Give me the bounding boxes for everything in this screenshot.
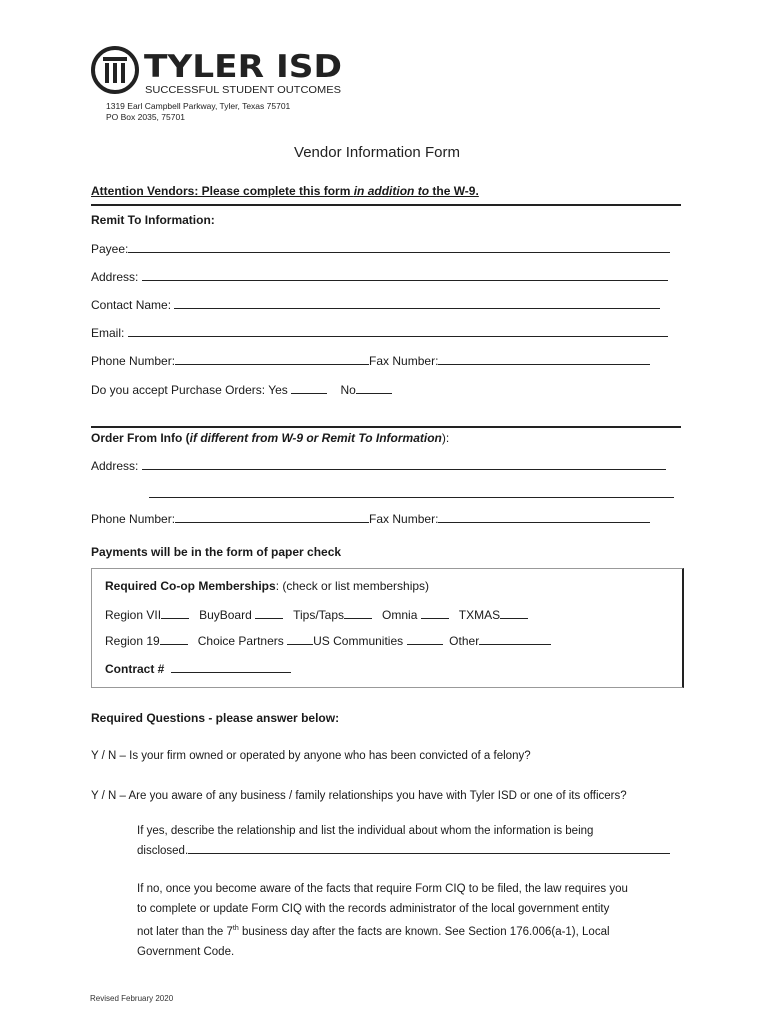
no-instructions: If no, once you become aware of the facts that require Form CIQ to be filed, the law requires you to complete or update Form CIQ with the records administrator of the local government entity not later than the 7th business day after the facts are known. See Section 176.006(a-1), Local Government Code. <box>137 883 628 958</box>
order-heading: Order From Info (if different from W-9 or Remit To Information): <box>91 431 450 445</box>
us-communities-field[interactable] <box>407 633 443 645</box>
phone-fax-row: Phone Number: Fax Number: <box>91 353 650 368</box>
contact-row: Contact Name: <box>91 297 660 312</box>
choice-partners-field[interactable] <box>287 633 313 645</box>
order-phone-fax-row: Phone Number: Fax Number: <box>91 511 650 526</box>
address-field[interactable] <box>142 269 668 281</box>
payments-note: Payments will be in the form of paper check <box>91 545 342 559</box>
order-address-field-2[interactable] <box>149 486 674 498</box>
contract-number-field[interactable] <box>171 661 291 673</box>
phone-field[interactable] <box>175 353 369 365</box>
po-row: Do you accept Purchase Orders: Yes No <box>91 382 392 397</box>
coop-heading: Required Co-op Memberships: (check or list memberships) <box>105 579 430 593</box>
omnia-field[interactable] <box>421 607 449 619</box>
buyboard-field[interactable] <box>255 607 283 619</box>
yes-instructions: If yes, describe the relationship and list the individual about whom the information is being disclosed. <box>137 821 681 861</box>
order-phone-field[interactable] <box>175 511 369 523</box>
coop-row-1: Region VII BuyBoard Tips/Taps Omnia TXMAS <box>105 607 528 622</box>
question-felony[interactable]: Y / N – Is your firm owned or operated by anyone who has been convicted of a felony? <box>91 750 531 762</box>
logo-wordmark: TYLER ISD <box>144 49 342 85</box>
address-line-1: 1319 Earl Campbell Parkway, Tyler, Texas 75701 <box>106 101 291 111</box>
coop-row-2: Region 19 Choice Partners US Communities Other <box>105 633 551 648</box>
email-row: Email: <box>91 325 668 340</box>
logo-tagline: SUCCESSFUL STUDENT OUTCOMES <box>145 85 342 96</box>
page-title: Vendor Information Form <box>294 144 460 161</box>
section-divider <box>91 204 681 206</box>
relationship-disclosure-field[interactable] <box>188 842 670 854</box>
attention-line: Attention Vendors: Please complete this form in addition to the W-9. <box>91 184 479 198</box>
other-membership-field[interactable] <box>479 633 551 645</box>
payee-row: Payee: <box>91 241 670 256</box>
question-relationships[interactable]: Y / N – Are you aware of any business / family relationships you have with Tyler ISD or one of its officers? <box>91 790 627 802</box>
remit-heading: Remit To Information: <box>91 213 215 227</box>
po-yes-field[interactable] <box>291 382 327 394</box>
contact-name-field[interactable] <box>174 297 660 309</box>
questions-heading: Required Questions - please answer below: <box>91 711 340 725</box>
txmas-field[interactable] <box>500 607 528 619</box>
order-fax-field[interactable] <box>438 511 650 523</box>
tyler-isd-logo <box>90 44 350 100</box>
order-address-field[interactable] <box>142 458 666 470</box>
region-19-field[interactable] <box>160 633 188 645</box>
revision-footer: Revised February 2020 <box>90 994 174 1003</box>
payee-field[interactable] <box>128 241 670 253</box>
address-line-2: PO Box 2035, 75701 <box>106 112 185 122</box>
region-vii-field[interactable] <box>161 607 189 619</box>
order-address-row: Address: <box>91 458 666 473</box>
section-divider <box>91 426 681 428</box>
email-field[interactable] <box>128 325 668 337</box>
tips-taps-field[interactable] <box>344 607 372 619</box>
po-no-field[interactable] <box>356 382 392 394</box>
address-row: Address: <box>91 269 668 284</box>
contract-row: Contract # <box>105 661 291 676</box>
fax-field[interactable] <box>438 353 650 365</box>
